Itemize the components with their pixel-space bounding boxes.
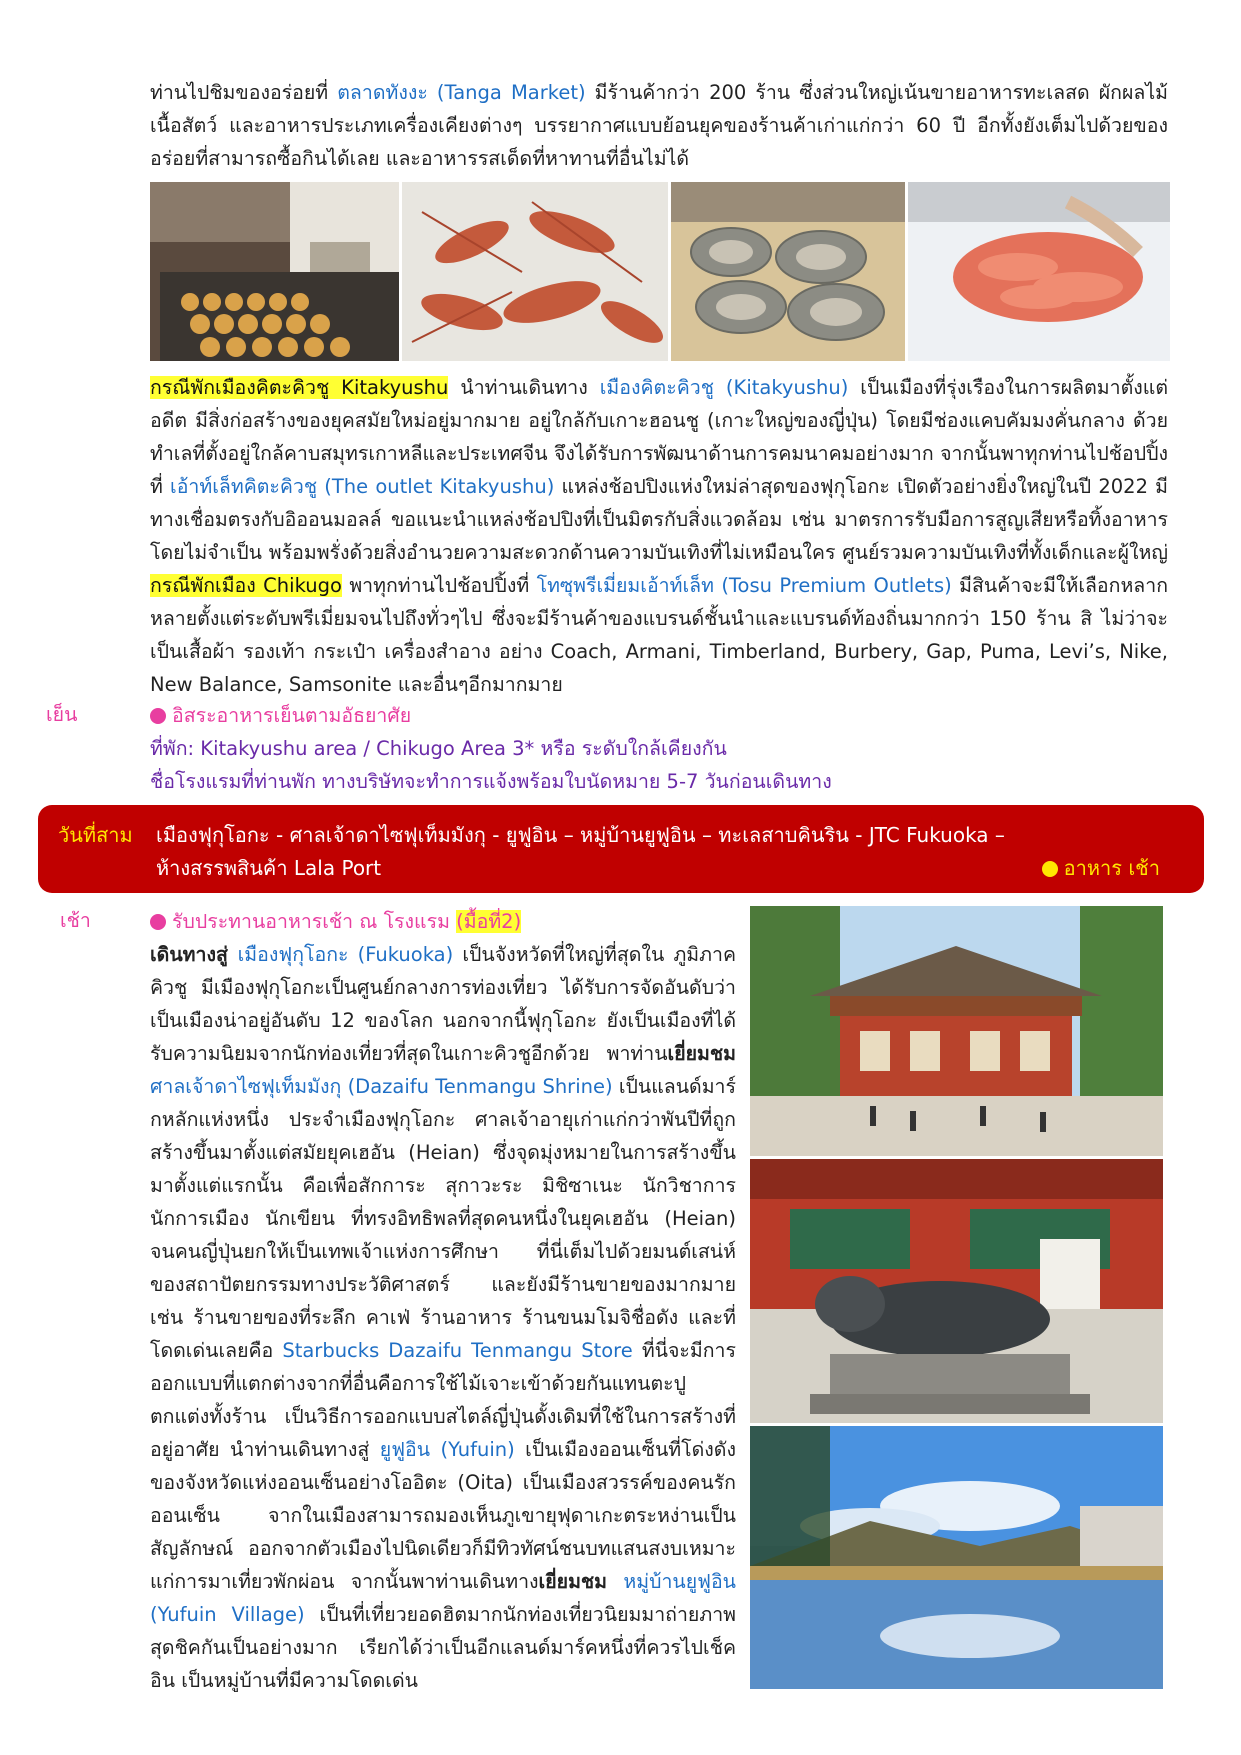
dinner-line bbox=[150, 699, 1168, 732]
text: มีร้านค้ากว่า 200 ร้าน ซึ่งส่วนใหญ่เน้นขายอาหารทะเลสด ผักผลไม้ เนื้อสัตว์ และอาหารประเภทเครื่องเคียงต่างๆ บรรยากาศแบบย้อนยุคของร้านค้าเก่าแก่กว่า 60 ปี อีกทั้งยังเต็มไปด้วยของอร่อยที่สามารถซื้อกินได้เลย และอาหารรสเด็ดที่หาทานที่อื่นไม่ได้ bbox=[150, 81, 1168, 170]
hotel-note-line: ชื่อโรงแรมที่ท่านพัก ทางบริษัทจะทำการแจ้งพร้อมใบนัดหมาย 5-7 วันก่อนเดินทาง bbox=[150, 770, 832, 793]
dazaifu-shrine-link[interactable]: ศาลเจ้าดาไซฟุเท็มมังกุ (Dazaifu Tenmangu Shrine) bbox=[150, 1075, 613, 1098]
tanga-market-link[interactable]: ตลาดทังงะ (Tanga Market) bbox=[337, 81, 586, 104]
text: ท่านไปชิมของอร่อยที่ bbox=[150, 81, 338, 104]
takoyaki-stall-photo bbox=[150, 182, 399, 361]
morning-label: เช้า bbox=[60, 909, 91, 932]
day3-route bbox=[156, 819, 1026, 885]
rice-bowl-icon bbox=[1042, 861, 1058, 877]
day3-banner bbox=[38, 805, 1204, 893]
tanga-paragraph bbox=[150, 76, 1168, 175]
dazaifu-shrine-photo bbox=[750, 906, 1163, 1156]
text: เป็นเมืองที่รุ่งเรืองในการผลิตมาตั้งแต่อดีต มีสิ่งก่อสร้างของยุคสมัยใหม่อยู่มากมาย อยู่ใกล้กับเกาะฮอนชู (เกาะใหญ่ของญี่ปุ่น) โดยมีช่องแคบคัมมงคั่นกลาง ด้วยทำเลที่ตั้งอยู่ใกล้คาบสมุทรเกาหลีและประเทศจีน จึงได้รับการพัฒนาด้านการคมนาคมอย่างมาก จากนั้นพาทุกท่านไปช้อปปิ้งที่ bbox=[150, 376, 1168, 498]
fukuoka-paragraph bbox=[150, 938, 736, 1697]
text: พาทุกท่านไปช้อปปิ้งที่ bbox=[341, 574, 537, 597]
rice-bowl-icon bbox=[150, 914, 166, 930]
dinner-text: อิสระอาหารเย็นตามอัธยาศัย bbox=[172, 704, 412, 727]
starbucks-dazaifu-link[interactable]: Starbucks Dazaifu Tenmangu Store bbox=[282, 1339, 633, 1362]
meal-count-badge: (มื้อที่2) bbox=[456, 910, 522, 933]
text: เป็นจังหวัดที่ใหญ่ที่สุดใน ภูมิภาคคิวชู มีเมืองฟุกุโอกะเป็นศูนย์กลางการท่องเที่ยว ได้รับการจัดอันดับว่าเป็นเมืองน่าอยู่อันดับ 12 ของโลก นอกจากนี้ฟุกุโอกะ ยังเป็นเมืองที่ได้รับความนิยมจากนักท่องเที่ยวที่สุดในเกาะคิวชูอีกด้วย พาท่าน bbox=[150, 943, 736, 1065]
text: เยี่ยมชม bbox=[667, 1042, 736, 1065]
route-line-2: ห้างสรรพสินค้า Lala Port bbox=[156, 856, 382, 880]
kitakyushu-stay-highlight: กรณีพักเมืองคิตะคิวชู Kitakyushu bbox=[150, 376, 449, 399]
chikugo-stay-highlight: กรณีพักเมือง Chikugo bbox=[150, 574, 342, 597]
text: เดินทางสู่ bbox=[150, 943, 238, 966]
text: เป็นที่เที่ยวยอดฮิตมากนักท่องเที่ยวนิยมมาถ่ายภาพสุดชิคกันเป็นอย่างมาก เรียกได้ว่าเป็นอีกแลนด์มาร์คหนึ่งที่ควรไปเช็คอิน เป็นหมู่บ้านที่มีความโดดเด่น bbox=[150, 1603, 737, 1692]
day3-label: วันที่สาม bbox=[58, 823, 133, 847]
yufuin-link[interactable]: ยูฟูอิน (Yufuin) bbox=[379, 1438, 515, 1461]
meals-text: อาหาร เช้า bbox=[1063, 856, 1160, 880]
hotel-line: ที่พัก: Kitakyushu area / Chikugo Area 3* หรือ ระดับใกล้เคียงกัน bbox=[150, 737, 727, 760]
text: ที่นี่จะมีการออกแบบที่แตกต่างจากที่อื่นคือการใช้ไม้เจาะเข้าด้วยกันแทนตะปูตกแต่งทั้งร้าน เป็นวิธีการออกแบบสไตล์ญี่ปุ่นดั้งเดิมที่ใช้ในการสร้างที่อยู่อาศัย นำท่านเดินทางสู่ bbox=[150, 1339, 736, 1461]
route-line-1: เมืองฟุกุโอกะ - ศาลเจ้าดาไซฟุเท็มมังกุ - ยูฟูอิน – หมู่บ้านยูฟูอิน – ทะเลสาบคินริน - JTC Fukuoka – bbox=[156, 823, 1005, 847]
breakfast-line bbox=[150, 905, 521, 938]
text: เยี่ยมชม bbox=[538, 1570, 608, 1593]
shrimp-on-ice-photo bbox=[908, 182, 1170, 361]
lake-kinrin-photo bbox=[750, 1426, 1163, 1689]
day3-meals bbox=[1042, 852, 1160, 884]
text: แหล่งช้อปปิงแห่งใหม่ล่าสุดของฟุกุโอกะ เปิดตัวอย่างยิ่งใหญ่ในปี 2022 มีทางเชื่อมตรงกับอิออนมอลล์ ขอแนะนำแหล่งช้อปปิงที่เป็นมิตรกับสิ่งแวดล้อม เช่น มาตรการรับมือการสูญเสียหรือทิ้งอาหารโดยไม่จำเป็น พร้อมพรั่งด้วยสิ่งอำนวยความสะดวกด้านความบันเทิงที่ไม่เหมือนใคร ศูนย์รวมความบันเทิงที่ทั้งเด็กและผู้ใหญ่ bbox=[150, 475, 1169, 564]
text: เป็นแลนด์มาร์กหลักแห่งหนึ่ง ประจำเมืองฟุกุโอกะ ศาลเจ้าอายุเก่าแก่กว่าพันปีที่ถูกสร้างขึ้นมาตั้งแต่สมัยยุคเฮอัน (Heian) ซึ่งจุดมุ่งหมายในการสร้างขึ้นมาตั้งแต่แรกนั้น คือเพื่อสักการะ สุกาวะระ มิชิซาเนะ นักวิชาการ นักการเมือง นักเขียน ที่ทรงอิทธิพลที่สุดคนหนึ่งในยุคเฮอัน (Heian) จนคนญี่ปุ่นยกให้เป็นเทพเจ้าแห่งการศึกษา ที่นี่เต็มไปด้วยมนต์เสน่ห์ของสถาปัตยกรรมทางประวัติศาสตร์ และยังมีร้านขายของมากมาย เช่น ร้านขายของที่ระลึก คาเฟ่ ร้านอาหาร ร้านขนมโมจิชื่อดัง และที่โดดเด่นเลยคือ bbox=[150, 1075, 736, 1362]
oysters-photo bbox=[671, 182, 905, 361]
text: นำท่านเดินทาง bbox=[448, 376, 600, 399]
text bbox=[607, 1570, 623, 1593]
evening-block bbox=[150, 699, 1168, 798]
text: มีสินค้าจะมีให้เลือกหลากหลายตั้งแต่ระดับพรีเมี่ยมจนไปถึงทั่วๆไป ซึ่งจะมีร้านค้าของแบรนด์ชั้นนำและแบรนด์ท้องถิ่นมากกว่า 150 ร้าน สิ ไม่ว่าจะเป็นเสื้อผ้า รองเท้า กระเป๋า เครื่องสำอาง อย่าง Coach, Armani, Timberland, Burbery, Gap, Puma, Levi’s, Nike, New Balance, Samsonite และอื่นๆอีกมากมาย bbox=[150, 574, 1169, 696]
seafood-crayfish-photo bbox=[402, 182, 668, 361]
yufuin-village-link[interactable]: หมู่บ้านยูฟูอิน (Yufuin Village) bbox=[150, 1570, 736, 1626]
outlet-kitakyushu-link[interactable]: เอ้าท์เล็ทคิตะคิวชู (The outlet Kitakyushu) bbox=[170, 475, 555, 498]
bronze-ox-statue-photo bbox=[750, 1159, 1163, 1423]
breakfast-text: รับประทานอาหารเช้า ณ โรงแรม bbox=[172, 910, 457, 933]
kitakyushu-paragraph bbox=[150, 371, 1168, 701]
rice-bowl-icon bbox=[150, 708, 166, 724]
evening-label: เย็น bbox=[46, 703, 78, 726]
kitakyushu-city-link[interactable]: เมืองคิตะคิวชู (Kitakyushu) bbox=[599, 376, 849, 399]
tosu-premium-outlets-link[interactable]: โทซุพรีเมี่ยมเอ้าท์เล็ท (Tosu Premium Outlets) bbox=[536, 574, 952, 597]
text: เป็นเมืองออนเซ็นที่โด่งดังของจังหวัดแห่งออนเซ็นอย่างโออิตะ (Oita) เป็นเมืองสวรรค์ของคนรักออนเซ็น จากในเมืองสามารถมองเห็นภูเขายุฟุดาเกะตระหง่านเป็นสัญลักษณ์ ออกจากตัวเมืองไปนิดเดียวก็มีทิวทัศน์ชนบทแสนสงบเหมาะแก่การมาเที่ยวพักผ่อน จากนั้นพาท่านเดินทาง bbox=[150, 1438, 736, 1593]
fukuoka-city-link[interactable]: เมืองฟุกุโอกะ (Fukuoka) bbox=[237, 943, 454, 966]
